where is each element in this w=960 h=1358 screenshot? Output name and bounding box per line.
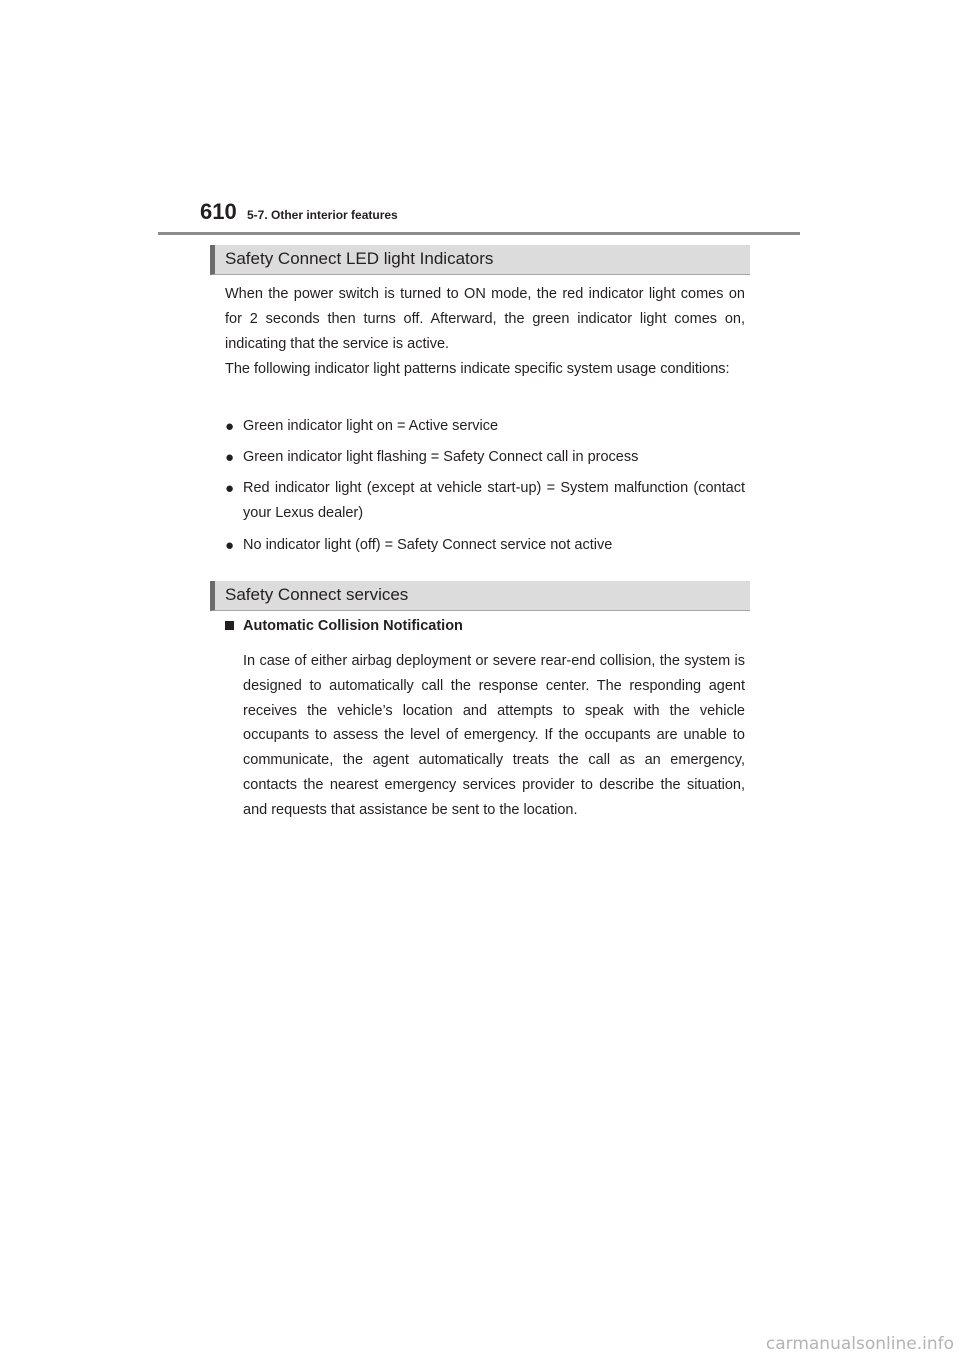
bullet-icon: ● <box>225 480 235 497</box>
page-header <box>0 0 960 240</box>
watermark: carmanualsonline.info <box>765 1334 954 1354</box>
list-item-text: Green indicator light on = Active service <box>243 418 499 434</box>
list-item-text: Green indicator light flashing = Safety Connect call in process <box>243 449 639 465</box>
bullet-icon: ● <box>225 418 235 435</box>
list-item-text: No indicator light (off) = Safety Connect service not active <box>243 537 613 553</box>
square-bullet-icon <box>225 621 234 630</box>
page-number: 610 <box>200 199 237 224</box>
paragraph: When the power switch is turned to ON mode, the red indicator light comes on for 2 seconds then turns off. Afterward, the green indicator light comes on, indicating that the service is active. <box>225 286 745 352</box>
subsection-body: In case of either airbag deployment or severe rear-end collision, the system is designed to automatically call the response center. The responding agent receives the vehicle’s location and attempts to speak with the vehicle occupants to assess the level of emergency. If the occupants are unable to communicate, the agent automatically treats the call as an emergency, contacts the nearest emergency services provider to describe the situation, and requests that assistance be sent to the location. <box>243 653 745 818</box>
bullet-icon: ● <box>225 537 235 554</box>
subsection-title: Automatic Collision Notification <box>243 618 463 634</box>
section-title: Safety Connect LED light Indicators <box>225 249 494 268</box>
subsection-heading <box>225 618 463 634</box>
paragraph: The following indicator light patterns indicate specific system usage conditions: <box>225 361 730 377</box>
intro-paragraphs <box>225 282 745 382</box>
section-heading-led-indicators <box>210 245 750 275</box>
section-heading-services <box>210 581 750 611</box>
section-title: Safety Connect services <box>225 585 409 604</box>
list-item-text: Red indicator light (except at vehicle start-up) = System malfunction (contact your Lexus dealer) <box>243 480 745 521</box>
list-item <box>225 476 745 526</box>
section-label: 5-7. Other interior features <box>247 208 398 222</box>
list-item <box>225 414 745 439</box>
header-rule <box>158 232 800 235</box>
list-item <box>225 533 745 558</box>
list-item <box>225 445 745 470</box>
bullet-icon: ● <box>225 449 235 466</box>
